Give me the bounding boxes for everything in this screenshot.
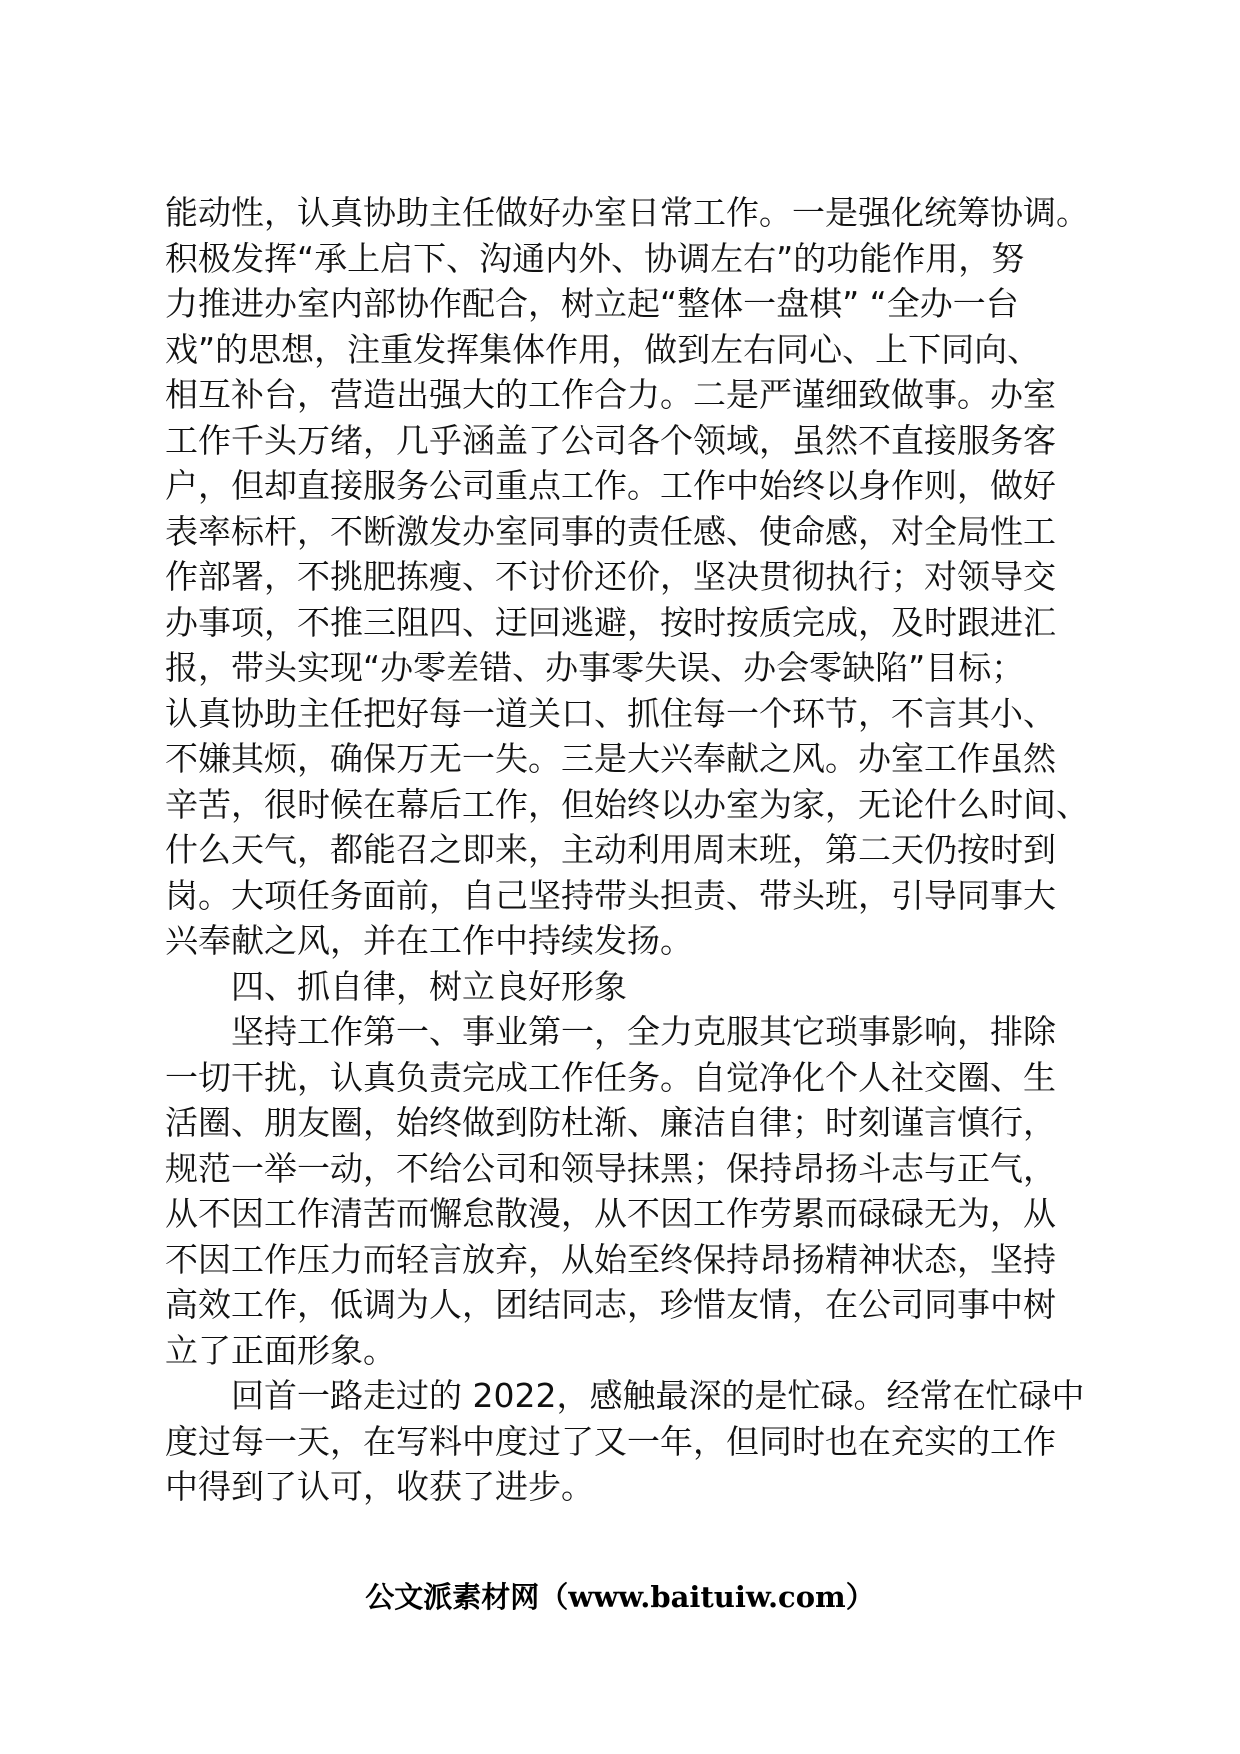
text-line: 中得到了认可，收获了进步。 xyxy=(165,1467,594,1506)
text-line: 立了正面形象。 xyxy=(165,1330,396,1370)
text-line: 报，带头实现“办零差错、办事零失误、办会零缺陷”目标； xyxy=(165,648,1025,687)
text-line: 办事项，不推三阻四、迂回逃避，按时按质完成，及时跟进汇 xyxy=(165,602,1056,642)
paragraph-2 xyxy=(165,1009,1085,1373)
text-line: 岗。大项任务面前，自己坚持带头担责、带头班，引导同事大 xyxy=(165,875,1056,915)
text-line: 活圈、朋友圈，始终做到防杜渐、廉洁自律；时刻谨言慎行， xyxy=(165,1103,1056,1142)
text-line: 表率标杆，不断激发办室同事的责任感、使命感，对全局性工 xyxy=(165,511,1056,551)
section-heading xyxy=(165,964,1085,1010)
paragraph-3 xyxy=(165,1373,1085,1510)
text-line: 力推进办室内部协作配合，树立起“整体一盘棋” “全办一台 xyxy=(165,284,1019,323)
text-line: 能动性，认真协助主任做好办室日常工作。一是强化统筹协调。 xyxy=(165,193,1089,232)
text-line: 认真协助主任把好每一道关口、抓住每一个环节，不言其小、 xyxy=(165,693,1056,733)
text-line: 坚持工作第一、事业第一，全力克服其它琐事影响，排除 xyxy=(165,1012,1056,1051)
text-line: 从不因工作清苦而懈怠散漫，从不因工作劳累而碌碌无为，从 xyxy=(165,1194,1056,1233)
text-line: 高效工作，低调为人，团结同志，珍惜友情，在公司同事中树 xyxy=(165,1285,1056,1324)
text-line: 不嫌其烦，确保万无一失。三是大兴奉献之风。办室工作虽然 xyxy=(165,739,1056,778)
text-line: 一切干扰，认真负责完成工作任务。自觉净化个人社交圈、生 xyxy=(165,1057,1056,1097)
text-line: 户，但却直接服务公司重点工作。工作中始终以身作则，做好 xyxy=(165,466,1056,505)
section-heading-text: 四、抓自律，树立良好形象 xyxy=(231,966,627,1006)
text-line: 工作千头万绪，几乎涵盖了公司各个领域，虽然不直接服务客 xyxy=(165,420,1056,460)
text-line: 辛苦，很时候在幕后工作，但始终以办室为家，无论什么时间、 xyxy=(165,784,1089,824)
text-line: 不因工作压力而轻言放弃，从始至终保持昂扬精神状态，坚持 xyxy=(165,1239,1056,1279)
text-line: 度过每一天，在写料中度过了又一年，但同时也在充实的工作 xyxy=(165,1421,1056,1461)
text-line: 相互补台，营造出强大的工作合力。二是严谨细致做事。办室 xyxy=(165,375,1056,414)
text-line: 规范一举一动，不给公司和领导抹黑；保持昂扬斗志与正气， xyxy=(165,1148,1056,1188)
text-line: 什么天气，都能召之即来，主动利用周末班，第二天仍按时到 xyxy=(165,830,1056,869)
text-line: 作部署，不挑肥拣瘦、不讨价还价，坚决贯彻执行；对领导交 xyxy=(165,557,1056,596)
footer-source: 公文派素材网（www.baituiw.com） xyxy=(365,1580,875,1614)
text-line: 回首一路走过的 2022，感触最深的是忙碌。经常在忙碌中 xyxy=(165,1376,1085,1415)
paragraph-1 xyxy=(165,190,1089,964)
text-line: 戏”的思想，注重发挥集体作用，做到左右同心、上下同向、 xyxy=(165,329,1041,369)
document-body xyxy=(165,190,1089,1510)
text-line: 兴奉献之风，并在工作中持续发扬。 xyxy=(165,921,693,960)
text-line: 积极发挥“承上启下、沟通内外、协调左右”的功能作用，努 xyxy=(165,238,1025,278)
